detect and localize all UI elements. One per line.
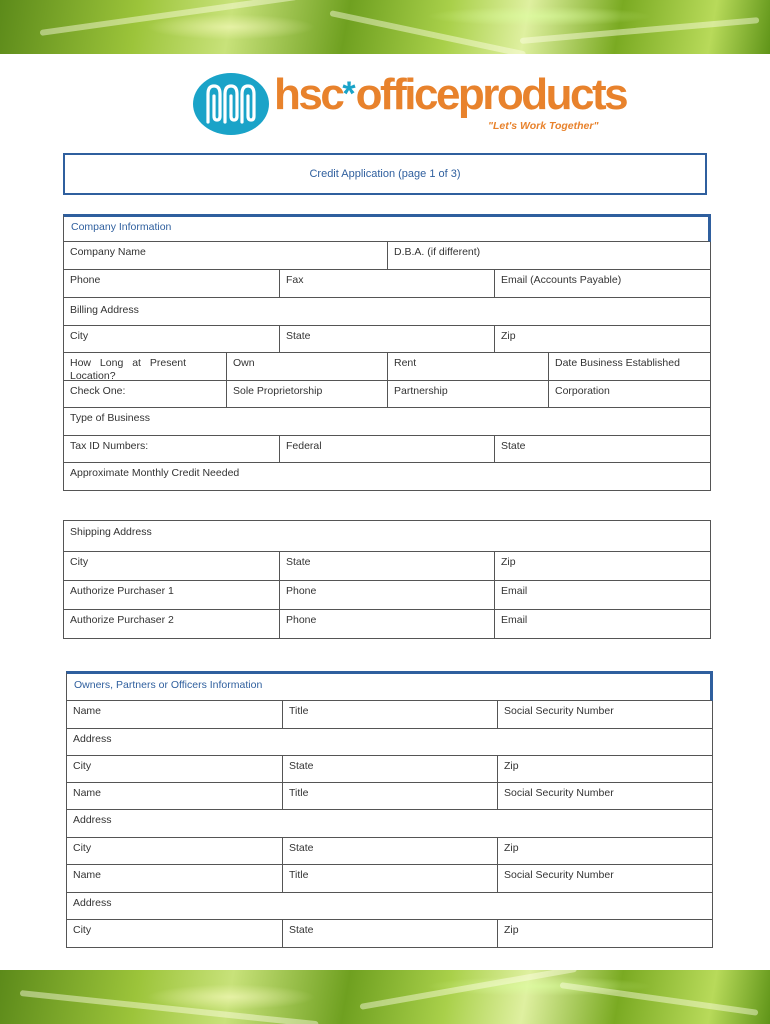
owner-title-field[interactable]: Title xyxy=(282,783,497,809)
company-logo xyxy=(192,70,627,140)
brand-wordmark: hsc*officeproducts xyxy=(274,70,627,119)
owner-2-name-row xyxy=(67,783,712,810)
owner-state-field[interactable]: State xyxy=(282,920,497,947)
form-title: Credit Application (page 1 of 3) xyxy=(63,153,707,195)
owner-address-field[interactable]: Address xyxy=(73,733,112,745)
owner-2-city-row xyxy=(67,838,712,865)
owner-ssn-field[interactable]: Social Security Number xyxy=(497,783,712,809)
owner-state-field[interactable]: State xyxy=(282,756,497,782)
phone-field[interactable]: Phone xyxy=(70,274,101,286)
shipping-zip-field[interactable]: Zip xyxy=(494,552,710,580)
owner-city-field[interactable]: City xyxy=(73,760,92,772)
owner-ssn-field[interactable]: Social Security Number xyxy=(497,865,712,892)
owner-name-field[interactable]: Name xyxy=(73,787,102,799)
partnership-option[interactable]: Partnership xyxy=(387,381,548,407)
corporation-option[interactable]: Corporation xyxy=(548,381,710,407)
section-heading: Company Information xyxy=(63,214,711,242)
owner-zip-field[interactable]: Zip xyxy=(497,756,712,782)
purchaser-2-field[interactable]: Authorize Purchaser 2 xyxy=(70,614,174,626)
city-field[interactable]: City xyxy=(70,330,89,342)
purchaser-2-row xyxy=(64,610,710,638)
purchaser-1-row xyxy=(64,581,710,610)
email-accounts-payable-field[interactable]: Email (Accounts Payable) xyxy=(494,270,710,297)
check-one-label: Check One: xyxy=(70,385,126,397)
bottom-banner-image xyxy=(0,970,770,1024)
purchaser-1-phone-field[interactable]: Phone xyxy=(279,581,494,609)
how-long-label: How Long at Present Location? xyxy=(70,357,187,382)
billing-address-field[interactable]: Billing Address xyxy=(70,304,139,316)
shipping-section xyxy=(63,520,711,639)
brand-tagline: "Let's Work Together" xyxy=(488,120,599,132)
dba-field[interactable]: D.B.A. (if different) xyxy=(387,242,710,269)
star-icon: * xyxy=(342,75,356,113)
owner-3-name-row xyxy=(67,865,712,893)
date-established-field[interactable]: Date Business Established xyxy=(548,353,710,380)
federal-tax-id-field[interactable]: Federal xyxy=(279,436,494,462)
contact-row xyxy=(64,270,710,298)
shipping-city-row xyxy=(64,552,710,581)
owner-address-field[interactable]: Address xyxy=(73,897,112,909)
owner-1-address-row xyxy=(67,729,712,756)
tax-id-row xyxy=(64,436,710,463)
owner-name-field[interactable]: Name xyxy=(73,705,102,717)
purchaser-2-email-field[interactable]: Email xyxy=(494,610,710,638)
zip-field[interactable]: Zip xyxy=(494,326,710,352)
billing-address-row xyxy=(64,298,710,326)
monthly-credit-field[interactable]: Approximate Monthly Credit Needed xyxy=(70,467,240,479)
business-structure-row xyxy=(64,381,710,408)
purchaser-1-email-field[interactable]: Email xyxy=(494,581,710,609)
owner-1-city-row xyxy=(67,756,712,783)
tenure-row xyxy=(64,353,710,381)
tax-id-label: Tax ID Numbers: xyxy=(70,440,149,452)
shipping-state-field[interactable]: State xyxy=(279,552,494,580)
state-tax-id-field[interactable]: State xyxy=(494,436,710,462)
top-banner-image xyxy=(0,0,770,54)
owner-zip-field[interactable]: Zip xyxy=(497,838,712,864)
rent-option[interactable]: Rent xyxy=(387,353,548,380)
company-name-row xyxy=(64,242,710,270)
owner-3-address-row xyxy=(67,893,712,920)
company-information-section xyxy=(63,214,711,491)
type-of-business-field[interactable]: Type of Business xyxy=(70,412,150,424)
owner-3-city-row xyxy=(67,920,712,948)
city-state-zip-row xyxy=(64,326,710,353)
company-name-field[interactable]: Company Name xyxy=(70,246,146,258)
owner-1-name-row xyxy=(67,701,712,729)
owner-state-field[interactable]: State xyxy=(282,838,497,864)
monthly-credit-row xyxy=(64,463,710,491)
shipping-address-field[interactable]: Shipping Address xyxy=(70,526,152,538)
section-heading: Owners, Partners or Officers Information xyxy=(66,671,713,701)
own-option[interactable]: Own xyxy=(226,353,387,380)
state-field[interactable]: State xyxy=(279,326,494,352)
fax-field[interactable]: Fax xyxy=(279,270,494,297)
owner-city-field[interactable]: City xyxy=(73,842,92,854)
owner-zip-field[interactable]: Zip xyxy=(497,920,712,947)
shipping-city-field[interactable]: City xyxy=(70,556,89,568)
owner-title-field[interactable]: Title xyxy=(282,865,497,892)
owner-name-field[interactable]: Name xyxy=(73,869,102,881)
paperclip-logo-icon xyxy=(192,72,270,136)
owner-2-address-row xyxy=(67,810,712,838)
shipping-address-row xyxy=(64,521,710,552)
owner-city-field[interactable]: City xyxy=(73,924,92,936)
owner-address-field[interactable]: Address xyxy=(73,814,112,826)
owner-title-field[interactable]: Title xyxy=(282,701,497,728)
purchaser-2-phone-field[interactable]: Phone xyxy=(279,610,494,638)
owner-ssn-field[interactable]: Social Security Number xyxy=(497,701,712,728)
owners-section xyxy=(66,671,713,948)
type-of-business-row xyxy=(64,408,710,436)
sole-proprietorship-option[interactable]: Sole Proprietorship xyxy=(226,381,387,407)
purchaser-1-field[interactable]: Authorize Purchaser 1 xyxy=(70,585,174,597)
